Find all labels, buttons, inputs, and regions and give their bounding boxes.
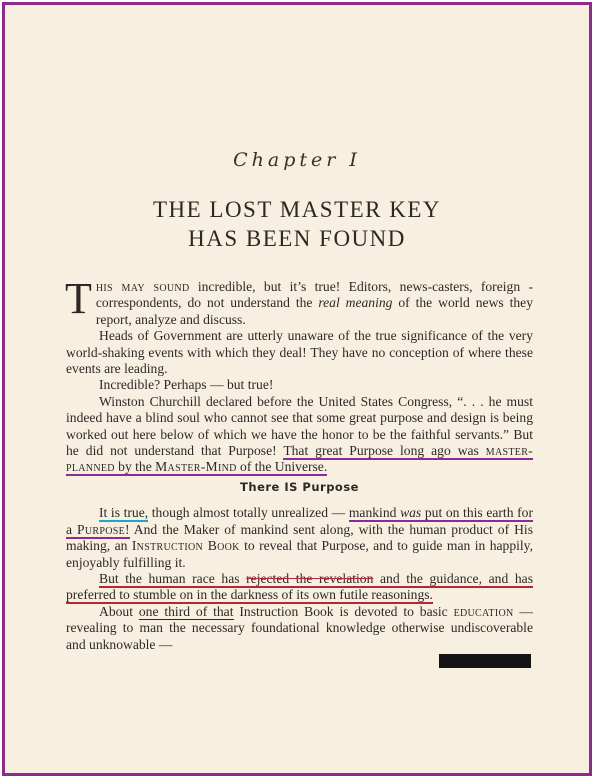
chapter-label: Chapter I	[233, 149, 361, 171]
paragraph-1	[65, 274, 533, 328]
paragraph-6	[66, 571, 533, 604]
book-page	[5, 5, 589, 773]
p7-text-c: — revealing to man the necessary foundational knowledge otherwise undiscoverable and unknowable —	[66, 603, 533, 652]
p4-hl-sc2: Master-Mind	[155, 459, 237, 475]
highlight-it-is-true: It is true,	[99, 505, 149, 521]
p1-text-a: incredible, but it’s true! Editors, news-casters, foreign - correspondents, do not understand the	[95, 279, 533, 311]
subheading: There IS Purpose	[240, 479, 359, 494]
page-frame	[2, 2, 592, 776]
p5-purple-italic: was	[400, 505, 422, 521]
education-sc: education	[453, 603, 514, 619]
p4-hl-a: That great Purpose long ago was	[283, 443, 486, 459]
p5-purple-a: mankind	[348, 505, 401, 521]
p1-italic: real meaning	[318, 295, 393, 311]
p7-text-b: Instruction Book is devoted to basic	[233, 603, 454, 619]
p5-text-b: And the Maker of mankind sent along, with the human product of His making, an	[66, 521, 534, 554]
underline-one-third: one third of that	[138, 603, 234, 619]
p5-purple-end: !	[125, 521, 130, 537]
p4-text-a: Winston Churchill declared before the United States Congress, “. . . he must indeed have a blind soul who cannot see that some great purpose and design is being worked out here below of which we have the honor to be the faithful servants.” But he did not understand that Purpose!	[66, 393, 533, 459]
title-line-2: HAS BEEN FOUND	[188, 226, 406, 251]
drop-cap: T	[65, 274, 92, 323]
p7-text-a: About	[99, 603, 139, 619]
p6-red-b: and the guidance, and has preferred to stumble on in the darkness of its own futile reasonings.	[66, 570, 533, 603]
paragraph-3: Incredible? Perhaps — but true!	[99, 377, 274, 393]
p5-purple-sc: Purpose	[77, 521, 126, 537]
lead-small-caps: his may sound	[95, 279, 190, 294]
redaction-block	[439, 654, 531, 668]
p5-text-a: though almost totally unrealized —	[148, 505, 349, 521]
p4-hl-c: of the Universe.	[236, 459, 328, 475]
p1-text-b: of the world news they report, analyze and discuss.	[95, 295, 533, 327]
p4-hl-sc1: master-planned	[66, 443, 533, 475]
body-text	[65, 274, 534, 653]
instruction-book-sc: Instruction Book	[131, 538, 240, 554]
paragraph-5	[66, 505, 533, 571]
paragraph-7	[66, 604, 533, 653]
title-line-1: THE LOST MASTER KEY	[152, 197, 442, 222]
p5-text-c: to reveal that Purpose, and to guide man in happily, enjoyably fulfilling it.	[66, 538, 533, 570]
p4-hl-b: by the	[114, 459, 156, 475]
paragraph-4	[66, 394, 533, 476]
highlight-rejected-revelation	[66, 571, 533, 604]
p6-red-strike: rejected the revelation	[246, 570, 374, 586]
chapter-title	[5, 195, 589, 253]
paragraph-2: Heads of Government are utterly unaware of the true significance of the very world-shaking events with which they deal! They have no conception of where these events are leading.	[66, 328, 533, 377]
p5-purple-b: put on this earth for a	[66, 505, 533, 537]
p6-red-a: But the human race has	[99, 570, 247, 586]
